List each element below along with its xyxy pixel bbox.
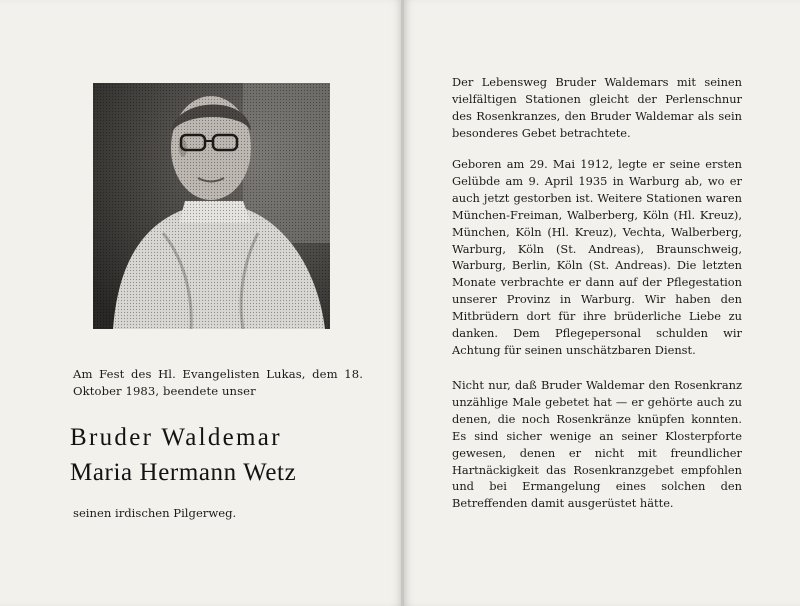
death-notice-intro: Am Fest des Hl. Evangelisten Lukas, dem 18. Oktober 1983, beendete unser	[73, 367, 363, 398]
portrait-photo	[93, 83, 330, 329]
deceased-full-name: Maria Hermann Wetz	[70, 459, 297, 486]
paragraph-biography: Geboren am 29. Mai 1912, legte er seine ersten Gelübde am 9. April 1935 in Warburg ab, wo er auch jetzt gestorben ist. Weitere Stationen waren München-Freiman, Walberberg, Köln (Hl. Kreuz), München, Köln (Hl. Kreuz), Vechta, Walberberg, Warburg, Köln (St. Andreas), Braunschweig, Warburg, Berlin, Köln (St. Andreas). Die letzten Monate verbrachte er dann auf der Pflegestation unserer Provinz in Warburg. Wir haben den Mitbrüdern dort für ihre brüderliche Liebe zu danken. Dem Pflegepersonal schulden wir Achtung für seinen unschätzbaren Dienst.	[452, 157, 742, 357]
deceased-religious-name: Bruder Waldemar	[70, 424, 282, 451]
paragraph-life-path: Der Lebensweg Bruder Waldemars mit seinen vielfältigen Stationen gleicht der Perlenschnur des Rosenkranzes, den Bruder Waldemar als sein besonderes Gebet betrachtete.	[452, 75, 742, 140]
portrait-image	[93, 83, 330, 329]
death-notice-outro: seinen irdischen Pilgerweg.	[73, 506, 237, 520]
paragraph-rosary: Nicht nur, daß Bruder Waldemar den Rosenkranz unzählige Male gebetet hat — er gehörte auch zu denen, die noch Rosenkränze knüpfen konnten. Es sind sicher wenige an seiner Klosterpforte gewesen, denen er nicht mit freundlicher Hartnäckigkeit das Rosenkranzgebet empfohlen und bei Ermangelung eines solchen den Betreffenden damit ausgerüstet hätte.	[452, 378, 742, 511]
